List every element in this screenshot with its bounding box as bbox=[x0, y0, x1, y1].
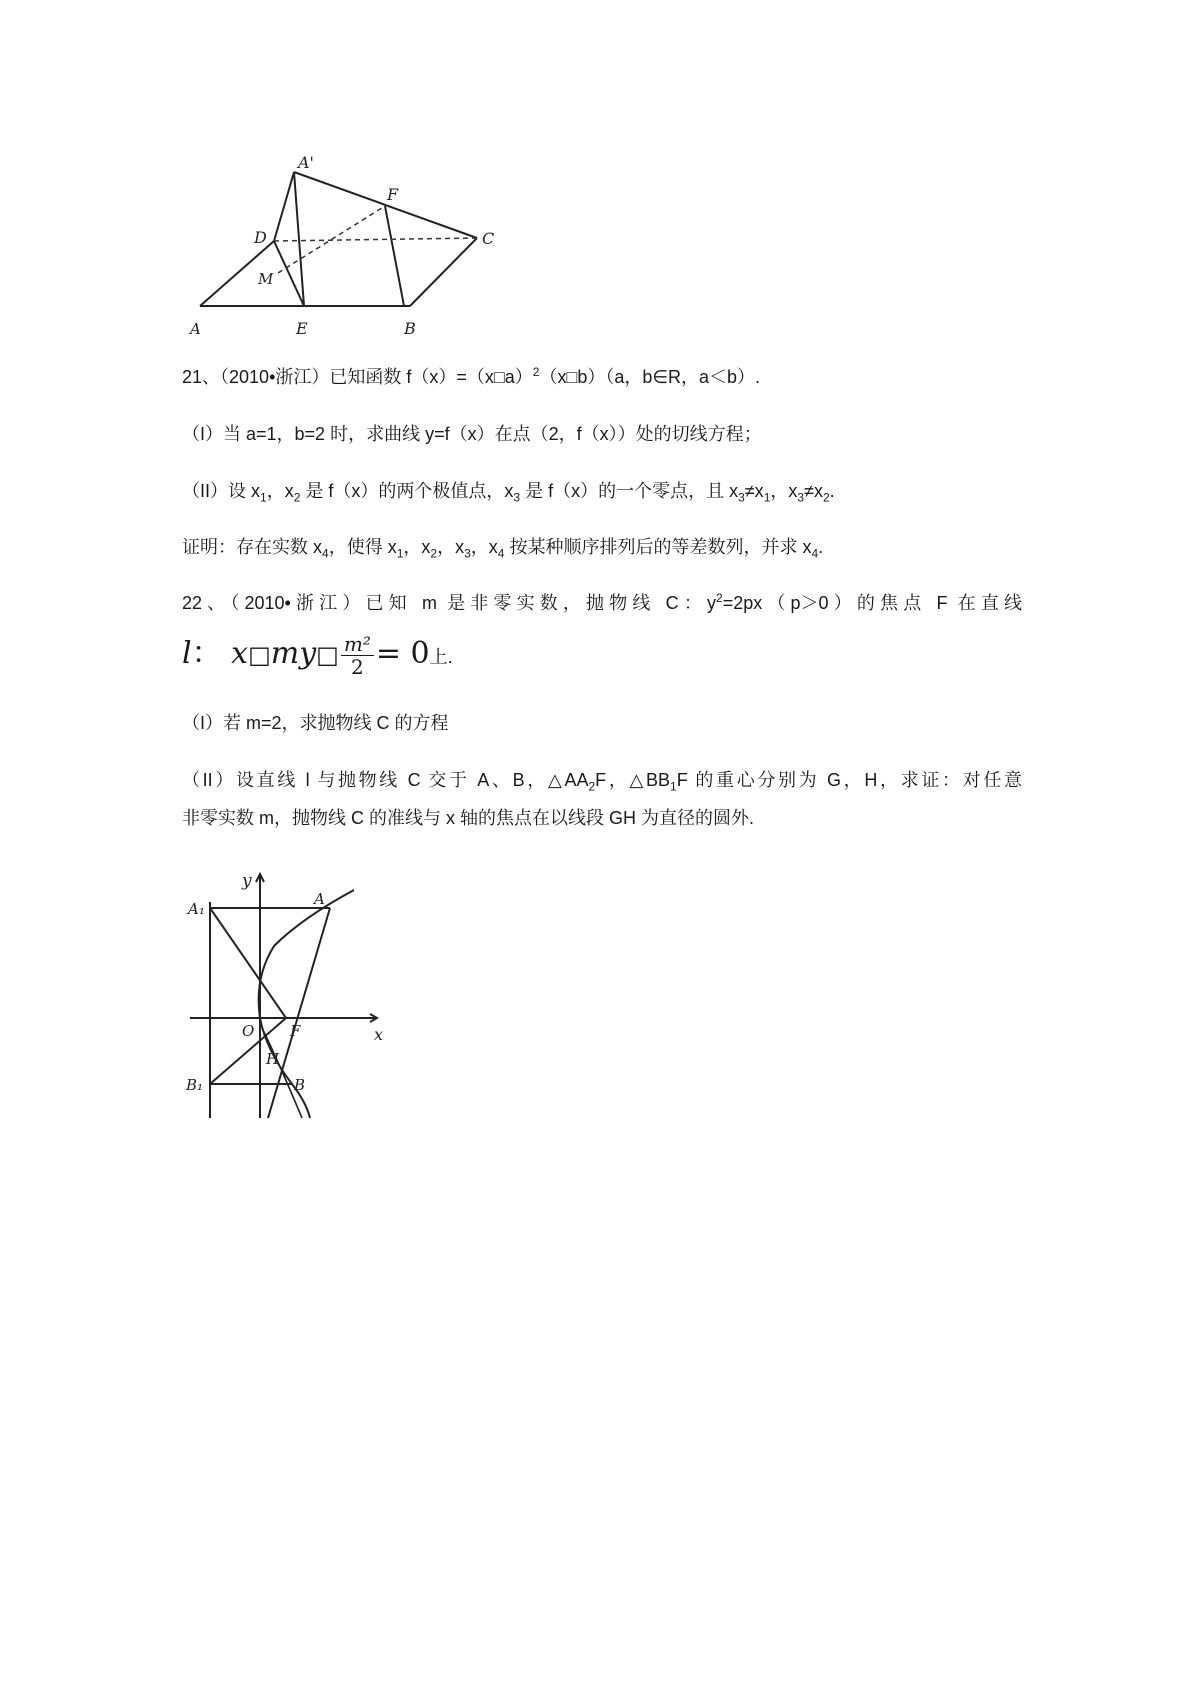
label-b-point: B bbox=[294, 1076, 306, 1094]
label-b: B bbox=[404, 319, 416, 338]
figure-folding-quadrilateral bbox=[182, 140, 534, 340]
label-x: x bbox=[374, 1025, 384, 1044]
label-b1: B₁ bbox=[186, 1076, 204, 1094]
q22-part2: （II）设直线 l 与抛物线 C 交于 A、B，$\triangle AA_2F$，$\triangle BB_1F$ 的重心分别为 G，H，求证：对任意 bbox=[182, 770, 1022, 794]
label-f-point: F bbox=[290, 1022, 301, 1040]
q22-stem: 22、（2010•浙江）已知 m 是非零实数，抛物线 C：$y^2=2px(p>0)$的焦点 F 在直线 bbox=[182, 591, 1022, 613]
label-d: D bbox=[254, 228, 267, 247]
q21-stem: 21、（2010•浙江）已知函数 f（x）=（x□a）$^2$（x□b）（a，b∈R，a＜b）. bbox=[182, 365, 761, 387]
figure-parabola bbox=[182, 868, 394, 1120]
label-a-prime: A' bbox=[298, 153, 314, 172]
line-equation: l： x□my□ $\frac{\text{m²}}{2}$ = 0上. bbox=[182, 631, 453, 679]
label-a-point: A bbox=[314, 890, 325, 908]
label-o: O bbox=[242, 1022, 255, 1040]
label-m: M bbox=[258, 270, 274, 288]
q21-proof: 证明：存在实数 $x_4$，使得 $x_1$，$x_2$，$x_3$，$x_4$ 按某种顺序排列后的等差数列，并求 $x_4$. bbox=[182, 537, 824, 561]
label-c: C bbox=[482, 229, 495, 248]
label-a1: A₁ bbox=[188, 900, 205, 918]
label-y: y bbox=[242, 871, 252, 891]
q22-part1: （I）若 m=2，求抛物线 C 的方程 bbox=[182, 713, 449, 733]
label-e: E bbox=[296, 319, 308, 338]
label-h: H bbox=[266, 1050, 280, 1068]
label-f: F bbox=[387, 185, 399, 204]
q21-part1: （I）当 a=1，b=2 时，求曲线 y=f（x）在点（2，f（x））处的切线方程； bbox=[182, 424, 762, 444]
q22-part2-line2: 非零实数 m，抛物线 C 的准线与 x 轴的焦点在以线段 GH 为直径的圆外. bbox=[182, 808, 754, 828]
q21-part2: （II）设 $x_1$，$x_2$ 是 f（x）的两个极值点，$x_3$ 是 f（x）的一个零点，且 $x_3\ne x_1$，$x_3\ne x_2$. bbox=[182, 481, 835, 505]
label-a: A bbox=[190, 320, 201, 338]
fraction-m2-over-2: $\frac{\text{m²}}{2}$ bbox=[341, 633, 374, 678]
